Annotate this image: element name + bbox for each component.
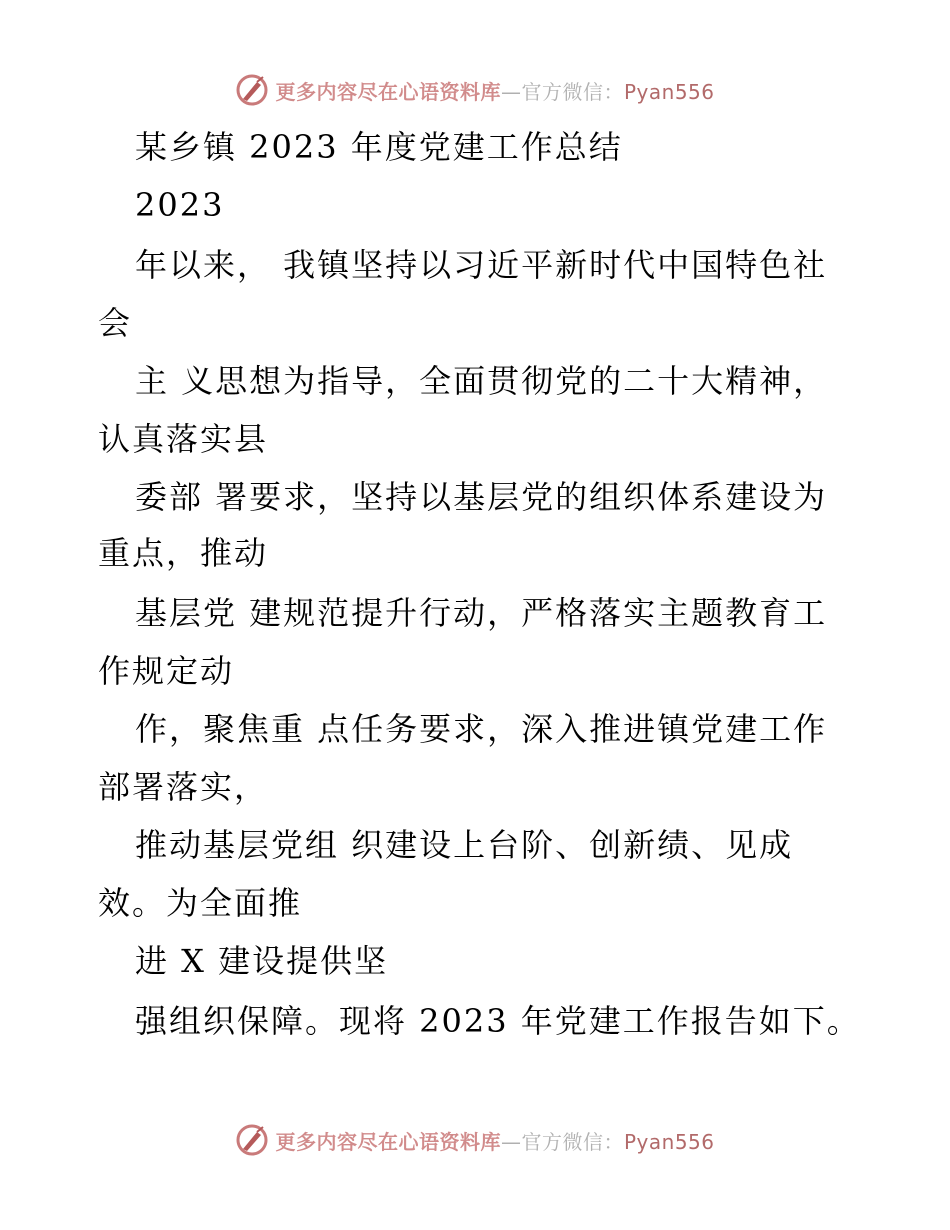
watermark-dash: —: [500, 79, 522, 104]
text-line: 委部 署要求，坚持以基层党的组织体系建设为: [135, 478, 828, 516]
text-line: 认真落实县: [98, 420, 269, 458]
watermark-text: [275, 76, 714, 105]
watermark-label: 官方微信：: [521, 1129, 624, 1154]
text-line: 效。为全面推: [98, 884, 303, 922]
text-line: 作规定动: [98, 652, 235, 690]
text-line: 2023: [135, 186, 225, 224]
footer-watermark: [0, 1120, 950, 1160]
text-line: 基层党 建规范提升行动，严格落实主题教育工: [135, 594, 828, 632]
text-line: 强组织保障。现将 2023 年党建工作报告如下。: [135, 1002, 861, 1040]
quill-seal-icon: [235, 73, 269, 107]
watermark-text: [275, 1126, 714, 1155]
text-line: 重点，推动: [98, 534, 269, 572]
watermark-label: 官方微信：: [521, 79, 624, 104]
watermark-dash: —: [500, 1129, 522, 1154]
text-line: 作，聚焦重 点任务要求，深入推进镇党建工作: [135, 710, 828, 748]
text-line: 主 义思想为指导，全面贯彻党的二十大精神，: [135, 362, 828, 400]
document-title: 某乡镇 2023 年度党建工作总结: [135, 128, 623, 166]
watermark-brand: 更多内容尽在心语资料库: [275, 1129, 501, 1154]
header-watermark: [0, 70, 950, 110]
watermark-id: Pyan556: [623, 1129, 715, 1154]
text-line: 部署落实，: [98, 768, 269, 806]
watermark-brand: 更多内容尽在心语资料库: [275, 79, 501, 104]
quill-seal-icon: [235, 1123, 269, 1157]
text-line: 会: [98, 304, 133, 342]
text-line: 进 X 建设提供坚: [135, 942, 389, 980]
text-line: 年以来， 我镇坚持以习近平新时代中国特色社: [135, 246, 828, 284]
text-line: 推动基层党组 织建设上台阶、创新绩、见成: [135, 826, 794, 864]
watermark-id: Pyan556: [623, 79, 715, 104]
